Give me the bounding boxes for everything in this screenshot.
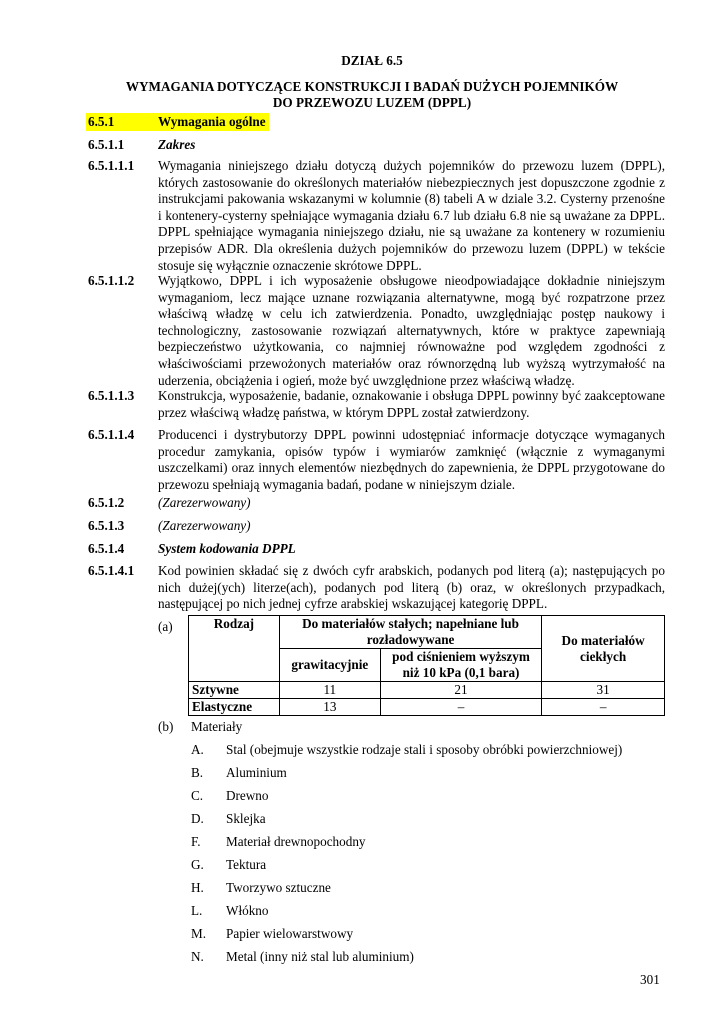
section-number-65113: 6.5.1.1.3 xyxy=(88,388,135,403)
section-number-6511: 6.5.1.1 xyxy=(88,137,125,152)
material-letter: F. xyxy=(191,834,201,849)
material-letter: B. xyxy=(191,765,204,780)
material-name: Materiał drewnopochodny xyxy=(226,834,366,849)
chapter-title-line2: DO PRZEWOZU LUZEM (DPPL) xyxy=(272,95,472,110)
ibc-code-table xyxy=(188,615,665,716)
material-name: Stal (obejmuje wszystkie rodzaje stali i sposoby obróbki powierzchniowej) xyxy=(226,742,623,757)
material-name: Metal (inny niż stal lub aluminium) xyxy=(226,949,414,964)
section-heading-6512: (Zarezerwowany) xyxy=(158,495,251,510)
cell-gravity: 13 xyxy=(279,699,380,716)
material-name: Tworzywo sztuczne xyxy=(226,880,331,895)
material-name: Drewno xyxy=(226,788,269,803)
cell-pressure: – xyxy=(380,699,541,716)
section-number-6514: 6.5.1.4 xyxy=(88,541,125,556)
table-row xyxy=(189,699,665,716)
header-liquid: Do materiałów ciekłych xyxy=(542,616,665,682)
material-name: Papier wielowarstwowy xyxy=(226,926,354,941)
paragraph-65113: Konstrukcja, wyposażenie, badanie, oznakowanie i obsługa DPPL powinny być zaakceptowane przez właściwą władzę państwa, w którym DPPL został zatwierdzony. xyxy=(158,388,665,420)
material-name: Sklejka xyxy=(226,811,266,826)
page-number: 301 xyxy=(640,972,660,987)
paragraph-65111: Wymagania niniejszego działu dotyczą dużych pojemników do przewozu luzem (DPPL), których zastosowanie do określonych materiałów niebezpiecznych jest dopuszczone zgodnie z instrukcjami pakowania wskazanymi w kolumnie (8) tabeli A w dziale 3.2. Cysterny przenośne i kontenery-cysterny spełniające wymagania działu 6.7 lub działu 6.8 nie są uważane za DPPL. DPPL spełniające wymagania niniejszego działu, nie są uważane za kontenery w rozumieniu przepisów ADR. Dla określenia dużych pojemników do przewozu luzem (DPPL) w tekście stosuje się wyłącznie oznaczenie skrótowe DPPL. xyxy=(158,158,665,273)
section-heading-6511: Zakres xyxy=(158,137,196,152)
material-letter: G. xyxy=(191,857,204,872)
paragraph-65112: Wyjątkowo, DPPL i ich wyposażenie obsługowe nieodpowiadające dokładnie niniejszym wymaganiom, lecz mające uznane rozwiązania alternatywne, mogą być rozpatrzone przez właściwą władzę w celu ich zatwierdzenia. Ponadto, uwzględniając postęp naukowy i technologiczny, zastosowanie rozwiązań alternatywnych, które w praktyce zapewniają bezpieczeństwo użytkowania, co najmniej równoważne pod względem zgodności z właściwościami przewożonych materiałów oraz równorzędną lub wyższą wytrzymałość na uderzenia, obciążenia i ogień, może być uwzględnione przez właściwą władzę. xyxy=(158,273,665,388)
materials-heading: Materiały xyxy=(191,719,243,734)
paragraph-65114: Producenci i dystrybutorzy DPPL powinni udostępniać informacje dotyczące wymaganych procedur zamykania, opisów typów i wymiarów zamknięć (włącznie z wymaganymi uszczelkami) oraz innych elementów niezbędnych do zapewnienia, że DPPL przygotowane do przewozu spełniają wymagania badań, podane w niniejszym dziale. xyxy=(158,427,665,492)
section-number-6513: 6.5.1.3 xyxy=(88,518,125,533)
section-heading-651: Wymagania ogólne xyxy=(158,114,266,129)
cell-liquid: – xyxy=(542,699,665,716)
table-marker: (a) xyxy=(158,619,173,634)
header-rodzaj: Rodzaj xyxy=(189,616,280,682)
cell-gravity: 11 xyxy=(279,682,380,699)
material-name: Włókno xyxy=(226,903,269,918)
material-name: Tektura xyxy=(226,857,267,872)
section-number-65111: 6.5.1.1.1 xyxy=(88,158,135,173)
header-pressure: pod ciśnieniem wyższym niż 10 kPa (0,1 bara) xyxy=(380,649,541,682)
section-number-651: 6.5.1 xyxy=(88,114,115,129)
table-row xyxy=(189,682,665,699)
header-gravity: grawitacyjnie xyxy=(279,649,380,682)
header-solid: Do materiałów stałych; napełniane lub rozładowywane xyxy=(279,616,541,649)
material-letter: D. xyxy=(191,811,204,826)
material-letter: L. xyxy=(191,903,203,918)
chapter-title-line1: WYMAGANIA DOTYCZĄCE KONSTRUKCJI I BADAŃ DUŻYCH POJEMNIKÓW xyxy=(125,79,619,94)
row-label: Elastyczne xyxy=(189,699,280,716)
section-number-6512: 6.5.1.2 xyxy=(88,495,125,510)
section-number-65114: 6.5.1.1.4 xyxy=(88,427,135,442)
section-heading-6514: System kodowania DPPL xyxy=(158,541,296,556)
section-label: DZIAŁ 6.5 xyxy=(341,53,403,68)
section-number-65112: 6.5.1.1.2 xyxy=(88,273,135,288)
material-letter: M. xyxy=(191,926,207,941)
cell-pressure: 21 xyxy=(380,682,541,699)
material-name: Aluminium xyxy=(226,765,287,780)
material-letter: H. xyxy=(191,880,204,895)
paragraph-65141: Kod powinien składać się z dwóch cyfr arabskich, podanych pod literą (a); następujących po nich dużej(ych) literze(ach), podanych pod literą (b) oraz, w określonych przypadkach, następującej po nich jednej cyfrze arabskiej wskazującej kategorię DPPL. xyxy=(158,563,665,612)
row-label: Sztywne xyxy=(189,682,280,699)
section-heading-6513: (Zarezerwowany) xyxy=(158,518,251,533)
material-letter: C. xyxy=(191,788,204,803)
material-letter: N. xyxy=(191,949,204,964)
material-letter: A. xyxy=(191,742,204,757)
materials-marker: (b) xyxy=(158,719,174,734)
cell-liquid: 31 xyxy=(542,682,665,699)
section-number-65141: 6.5.1.4.1 xyxy=(88,563,135,578)
